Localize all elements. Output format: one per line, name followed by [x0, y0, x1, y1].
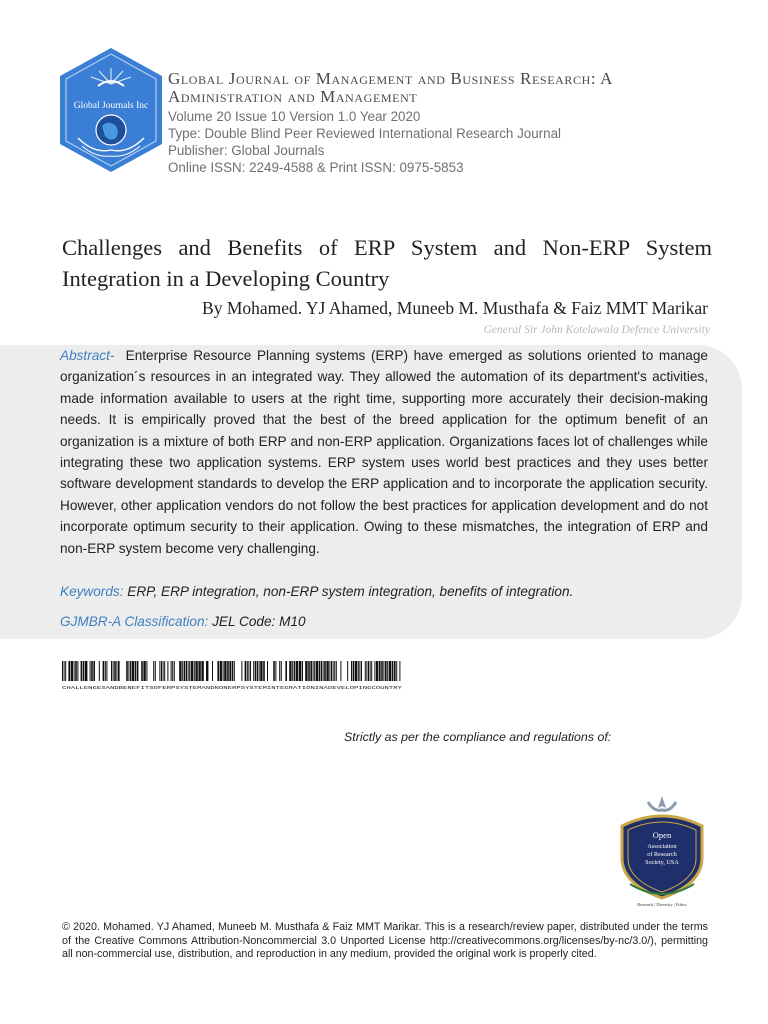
barcode-bar	[186, 661, 187, 681]
barcode-bar	[130, 661, 131, 681]
barcode-bar	[194, 661, 195, 681]
authors: By Mohamed. YJ Ahamed, Muneeb M. Musthafa & Faiz MMT Marikar	[202, 298, 708, 318]
issn: Online ISSN: 2249-4588 & Print ISSN: 0975-5853	[168, 160, 464, 175]
barcode-bar	[74, 661, 75, 681]
journal-title: Global Journal of Management and Business Research: A Administration and Management	[168, 69, 613, 106]
barcode-bar	[71, 661, 73, 681]
barcode-bar	[229, 661, 231, 681]
barcode-bar	[305, 661, 307, 681]
barcode-bar	[319, 661, 321, 681]
barcode-bar	[172, 661, 173, 681]
barcode-bar	[385, 661, 387, 681]
barcode-bar	[299, 661, 301, 681]
barcode-bar	[106, 661, 107, 681]
barcode-bar	[201, 661, 203, 681]
barcode-bar	[302, 661, 303, 681]
barcode-bar	[324, 661, 326, 681]
barcode-bar	[161, 661, 162, 681]
barcode-bar	[111, 661, 112, 681]
barcode-bar	[182, 661, 183, 681]
barcode-bar	[379, 661, 381, 681]
seal-line3: of Research	[647, 851, 677, 858]
barcode-bar	[321, 661, 322, 681]
barcode-bar	[383, 661, 384, 681]
barcode-bar	[234, 661, 235, 681]
barcode-bar	[153, 661, 154, 681]
barcode-bar	[250, 661, 251, 681]
classification	[60, 613, 720, 631]
barcode-bar	[257, 661, 258, 681]
barcode-bar	[164, 661, 165, 681]
barcode-bar	[326, 661, 328, 681]
barcode-bar	[392, 661, 394, 681]
barcode-bar	[64, 661, 65, 681]
barcode	[62, 661, 402, 691]
barcode-bar	[232, 661, 234, 681]
barcode-bar	[267, 661, 268, 681]
barcode-bar	[355, 661, 357, 681]
barcode-bar	[260, 661, 262, 681]
barcode-bar	[241, 661, 242, 681]
barcode-bar	[334, 661, 335, 681]
barcode-bar	[189, 661, 190, 681]
barcode-bar	[263, 661, 265, 681]
barcode-bar	[314, 661, 315, 681]
barcode-bar	[347, 661, 348, 681]
keywords-label: Keywords:	[60, 584, 124, 599]
barcode-bar	[159, 661, 160, 681]
barcode-bar	[336, 661, 337, 681]
barcode-bar	[198, 661, 200, 681]
barcode-bar	[340, 661, 341, 681]
barcode-bar	[313, 661, 314, 681]
compliance-note: Strictly as per the compliance and regulations of:	[344, 730, 612, 744]
barcode-bar	[171, 661, 172, 681]
barcode-bar	[224, 661, 226, 681]
barcode-bar	[248, 661, 249, 681]
paper-title: Challenges and Benefits of ERP System and Non-ERP System Integration in a Developing Country	[62, 235, 712, 291]
barcode-bar	[113, 661, 114, 681]
classification-text: JEL Code: M10	[212, 614, 306, 629]
barcode-bar	[292, 661, 293, 681]
barcode-bar	[396, 661, 397, 681]
barcode-bar	[163, 661, 164, 681]
barcode-bar	[358, 661, 359, 681]
barcode-bar	[75, 661, 77, 681]
barcode-bar	[376, 661, 378, 681]
barcode-bar	[83, 661, 85, 681]
seal-line1: Open	[652, 830, 672, 840]
barcode-bar	[179, 661, 181, 681]
affiliation: General Sir John Kotelawala Defence University	[483, 324, 710, 336]
barcode-bar	[116, 661, 117, 681]
barcode-bar	[255, 661, 257, 681]
barcode-bar	[81, 661, 83, 681]
barcode-bar	[394, 661, 396, 681]
barcode-bar	[365, 661, 366, 681]
barcode-bar	[135, 661, 137, 681]
abstract-text: Enterprise Resource Planning systems (ERP) have emerged as solutions oriented to manage organization´s resources in an integrated way. They allowed the automation of its department's activities, made information available to users at the right time, supporting more accurately their decision-making needs. It is empirically proved that the best of the breed application for the optimum benefit of an organization is a mixture of both ERP and non-ERP application. Organizations faces lot of challenges while integrating these two application systems. ERP system uses world best practices and they uses better software development standards to develop the ERP application and to incorporate the application security. However, other application vendors do not follow the best practices for application development and do not incorporate optimum security to their application. Owing to these mismatches, the integration of ERP and non-ERP system become very challenging.	[60, 348, 708, 556]
barcode-bar	[128, 661, 129, 681]
barcode-bar	[212, 661, 213, 681]
barcode-text: CHALLENGESANDBENEFITSOFERPSYSTEMANDNONERPSYSTEMINTEGRATIONINADEVELOPINGCOUNTRY	[62, 686, 278, 691]
barcode-bar	[296, 661, 298, 681]
barcode-bar	[289, 661, 291, 681]
barcode-bar	[366, 661, 367, 681]
barcode-bar	[62, 661, 63, 681]
barcode-bar	[381, 661, 383, 681]
barcode-bar	[331, 661, 332, 681]
barcode-bar	[310, 661, 312, 681]
barcode-bar	[206, 661, 208, 681]
barcode-bar	[351, 661, 352, 681]
barcode-bar	[389, 661, 391, 681]
barcode-bar	[65, 661, 66, 681]
barcode-bar	[308, 661, 310, 681]
barcode-bar	[105, 661, 106, 681]
barcode-bar	[195, 661, 197, 681]
barcode-bar	[245, 661, 247, 681]
barcode-bar	[279, 661, 280, 681]
barcode-bar	[374, 661, 375, 681]
volume-info: Volume 20 Issue 10 Version 1.0 Year 2020	[168, 109, 421, 124]
seal-line2: Association	[647, 843, 677, 850]
barcode-bar	[217, 661, 219, 681]
seal-line4: Society, USA	[645, 859, 679, 866]
barcode-bar	[353, 661, 355, 681]
barcode-bar	[253, 661, 254, 681]
barcode-bar	[146, 661, 147, 681]
barcode-bar	[118, 661, 120, 681]
barcode-bar	[370, 661, 371, 681]
barcode-bar	[361, 661, 362, 681]
barcode-bar	[114, 661, 116, 681]
abstract	[60, 345, 708, 559]
barcode-bar	[126, 661, 128, 681]
seal-motto: Research | Diversity | Ethics	[637, 902, 687, 907]
barcode-bar	[220, 661, 222, 681]
abstract-label: Abstract-	[60, 348, 115, 363]
barcode-bar	[399, 661, 400, 681]
barcode-bar	[281, 661, 282, 681]
publisher: Publisher: Global Journals	[168, 143, 325, 158]
global-journals-logo	[58, 46, 164, 174]
open-association-seal	[608, 792, 716, 908]
barcode-bar	[141, 661, 143, 681]
barcode-bar	[132, 661, 134, 681]
barcode-bar	[91, 661, 93, 681]
barcode-bar	[93, 661, 95, 681]
barcode-bar	[137, 661, 139, 681]
barcode-bar	[329, 661, 330, 681]
barcode-bar	[184, 661, 186, 681]
barcode-bar	[323, 661, 324, 681]
journal-meta	[168, 108, 728, 176]
barcode-bar	[188, 661, 189, 681]
barcode-bar	[273, 661, 275, 681]
barcode-bar	[191, 661, 193, 681]
barcode-bar	[275, 661, 276, 681]
barcode-bar	[77, 661, 78, 681]
license-notice: © 2020. Mohamed. YJ Ahamed, Muneeb M. Musthafa & Faiz MMT Marikar. This is a research/review paper, distributed under the terms of the Creative Commons Attribution-Noncommercial 3.0 Unported License http://creativecommons.org/licenses/by-nc/3.0/), permitting all non-commercial use, distribution, and reproduction in any medium, provided the original work is properly cited.	[62, 921, 708, 961]
barcode-bar	[99, 661, 100, 681]
barcode-bar	[368, 661, 369, 681]
barcode-bar	[174, 661, 175, 681]
barcode-bar	[143, 661, 145, 681]
keywords	[60, 583, 720, 601]
barcode-bar	[155, 661, 156, 681]
barcode-bar	[227, 661, 229, 681]
barcode-bar	[259, 661, 260, 681]
barcode-bar	[103, 661, 105, 681]
barcode-bar	[285, 661, 287, 681]
barcode-bar	[333, 661, 334, 681]
barcode-bar	[294, 661, 296, 681]
classification-label: GJMBR-A Classification:	[60, 614, 209, 629]
journal-type: Type: Double Blind Peer Reviewed International Research Journal	[168, 126, 562, 141]
barcode-bar	[371, 661, 372, 681]
barcode-bar	[359, 661, 360, 681]
keywords-text: ERP, ERP integration, non-ERP system integration, benefits of integration.	[127, 584, 574, 599]
barcode-bar	[316, 661, 318, 681]
barcode-bar	[68, 661, 70, 681]
barcode-bar	[387, 661, 388, 681]
barcode-bar	[223, 661, 224, 681]
barcode-bar	[247, 661, 248, 681]
logo-text: Global Journals Inc	[73, 101, 149, 111]
barcode-bar	[167, 661, 168, 681]
barcode-bar	[85, 661, 87, 681]
barcode-bar	[90, 661, 91, 681]
